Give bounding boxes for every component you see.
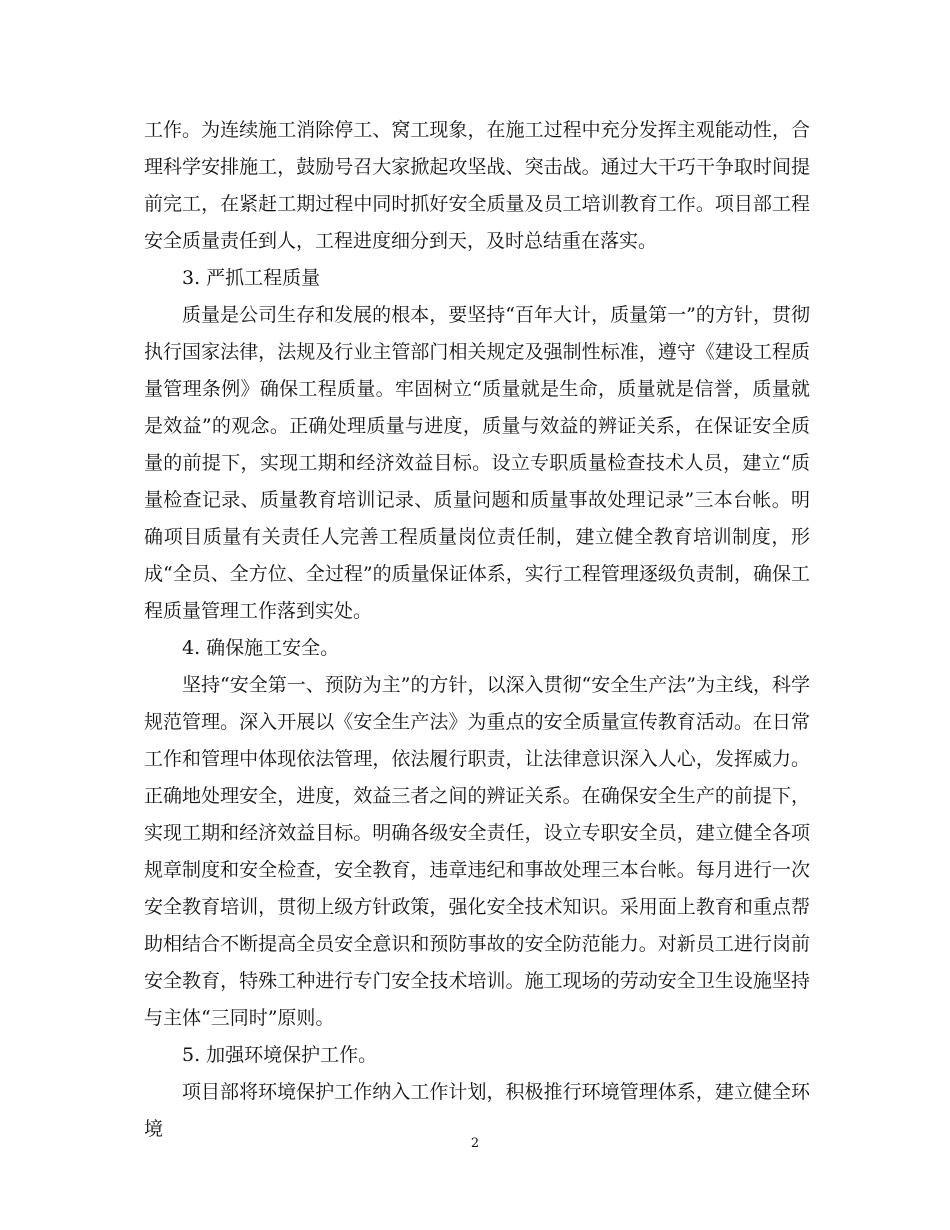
page-number: 2 [470,1136,480,1151]
paragraph-environment: 项目部将环境保护工作纳入工作计划，积极推行环境管理体系，建立健全环境 [144,1081,810,1140]
section-heading-environment: 5. 加强环境保护工作。 [182,1044,378,1066]
document-body [144,112,810,1148]
section-heading-quality: 3. 严抓工程质量 [182,267,321,289]
paragraph-continuation: 工作。为连续施工消除停工、窝工现象，在施工过程中充分发挥主观能动性，合理科学安排施工，鼓励号召大家掀起攻坚战、突击战。通过大干巧干争取时间提前完工，在紧赶工期过程中同时抓好安全质量及员工培训教育工作。项目部工程安全质量责任到人，工程进度细分到天，及时总结重在落实。 [144,119,810,252]
paragraph-quality: 质量是公司生存和发展的根本，要坚持“百年大计，质量第一”的方针，贯彻执行国家法律，法规及行业主管部门相关规定及强制性标准，遵守《建设工程质量管理条例》确保工程质量。牢固树立“质量就是生命，质量就是信誉，质量就是效益”的观念。正确处理质量与进度，质量与效益的辨证关系，在保证安全质量的前提下，实现工期和经济效益目标。设立专职质量检查技术人员，建立“质量检查记录、质量教育培训记录、质量问题和质量事故处理记录”三本台帐。明确项目质量有关责任人完善工程质量岗位责任制，建立健全教育培训制度，形成“全员、全方位、全过程”的质量保证体系，实行工程管理逐级负责制，确保工程质量管理工作落到实处。 [144,304,810,622]
paragraph-safety: 坚持“安全第一、预防为主”的方针，以深入贯彻“安全生产法”为主线，科学规范管理。深入开展以《安全生产法》为重点的安全质量宣传教育活动。在日常工作和管理中体现依法管理，依法履行职责，让法律意识深入人心，发挥威力。正确地处理安全，进度，效益三者之间的辨证关系。在确保安全生产的前提下，实现工期和经济效益目标。明确各级安全责任，设立专职安全员，建立健全各项规章制度和安全检查，安全教育，违章违纪和事故处理三本台帐。每月进行一次安全教育培训，贯彻上级方针政策，强化安全技术知识。采用面上教育和重点帮助相结合不断提高全员安全意识和预防事故的安全防范能力。对新员工进行岗前安全教育，特殊工种进行专门安全技术培训。施工现场的劳动安全卫生设施坚持与主体“三同时”原则。 [144,674,810,1029]
section-heading-safety: 4. 确保施工安全。 [182,637,340,659]
